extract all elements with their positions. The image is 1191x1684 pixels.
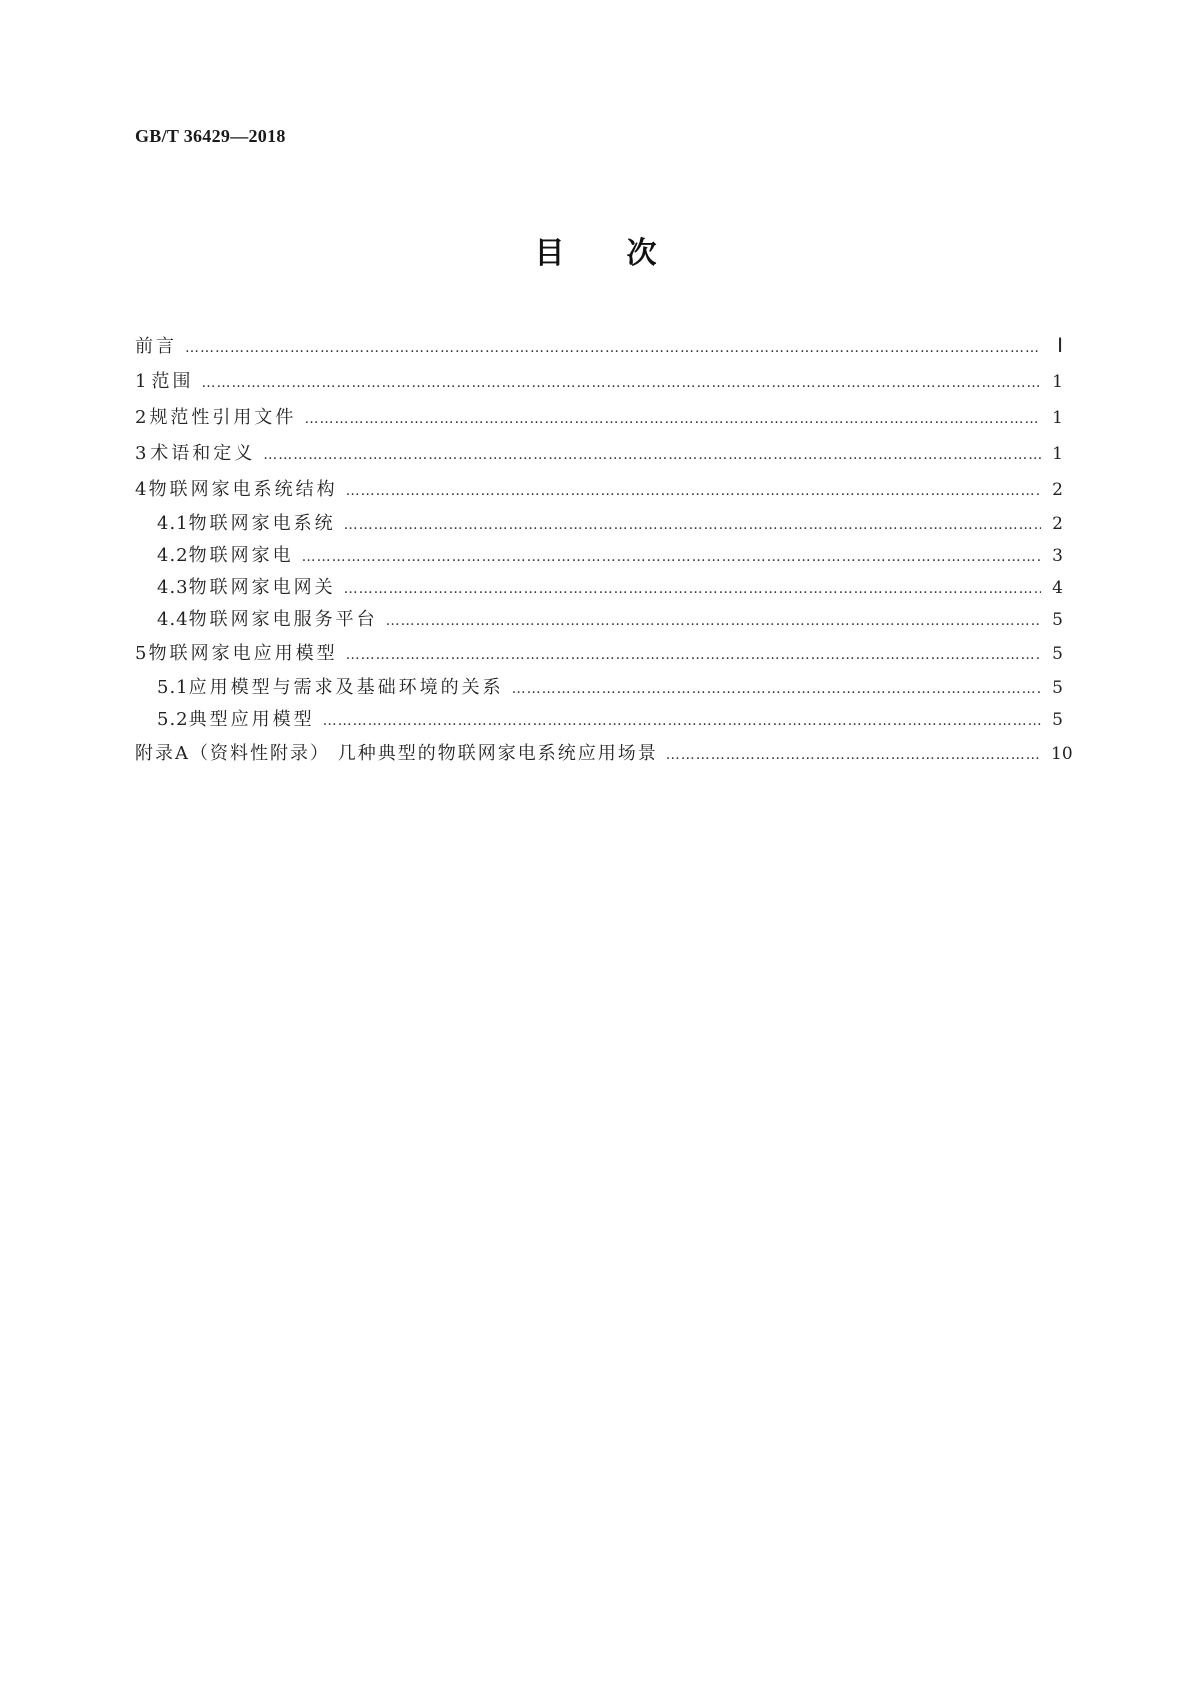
toc-entry-4-2[interactable] [135, 540, 1063, 572]
dot-leader [386, 605, 1041, 637]
toc-entry-page: 2 [1052, 514, 1063, 534]
toc-entry-appendix-a[interactable] [135, 736, 1073, 772]
dot-leader [346, 637, 1041, 673]
dot-leader [201, 365, 1041, 401]
toc-entry-page: 5 [1052, 678, 1063, 698]
toc-entry-5-2[interactable] [135, 704, 1063, 736]
toc-entry-number: 4.4 [157, 609, 189, 630]
toc-entry-3[interactable] [135, 436, 1063, 472]
toc-entry-4-4[interactable] [135, 604, 1063, 636]
dot-leader [263, 437, 1041, 473]
dot-leader [512, 673, 1041, 705]
toc-entry-page: 10 [1051, 744, 1073, 764]
toc-entry-4-3[interactable] [135, 572, 1063, 604]
toc-entry-number: 2 [135, 407, 148, 428]
toc-entry-label: 术语和定义 [150, 443, 256, 464]
toc-entry-label: 物联网家电网关 [188, 577, 336, 598]
toc-title: 目次 [534, 236, 719, 271]
toc-entry-page: 5 [1052, 710, 1063, 730]
toc-entry-page: 4 [1052, 578, 1063, 598]
dot-leader [302, 541, 1041, 573]
toc-entry-number: 5.1 [157, 677, 189, 698]
toc-entry-1[interactable] [135, 364, 1063, 400]
toc-entry-5-1[interactable] [135, 672, 1063, 704]
toc-entry-label: 物联网家电 [188, 545, 294, 566]
dot-leader [323, 705, 1041, 737]
toc-entry-number: 5 [135, 643, 148, 664]
toc-entry-label: 规范性引用文件 [149, 407, 297, 428]
toc-entry-4-1[interactable] [135, 508, 1063, 540]
toc-entry-label: 物联网家电应用模型 [148, 643, 338, 664]
toc-entry-label: 前言 [135, 336, 177, 357]
toc-entry-page: 2 [1052, 480, 1063, 500]
toc-entry-number: 5.2 [157, 709, 189, 730]
toc-entry-label: 应用模型与需求及基础环境的关系 [188, 677, 504, 698]
toc-entry-page: Ⅰ [1057, 335, 1063, 357]
toc-entry-page: 1 [1052, 444, 1063, 464]
toc-entry-5[interactable] [135, 636, 1063, 672]
toc-entry-number: 1 [135, 371, 148, 392]
toc-entry-page: 1 [1052, 372, 1063, 392]
toc-entry-4[interactable] [135, 472, 1063, 508]
toc-entry-number: 4.2 [157, 545, 189, 566]
toc-entry-page: 3 [1052, 546, 1063, 566]
dot-leader [344, 509, 1041, 541]
toc-entry-label: 物联网家电系统结构 [148, 479, 338, 500]
dot-leader [344, 573, 1041, 605]
dot-leader [666, 737, 1041, 773]
toc-entry-number: 4.3 [157, 577, 189, 598]
toc-entry-foreword[interactable] [135, 328, 1063, 364]
toc-entry-page: 5 [1052, 644, 1063, 664]
toc-entry-number: 4.1 [157, 513, 189, 534]
standard-code: GB/T 36429—2018 [135, 126, 286, 146]
dot-leader [304, 401, 1041, 437]
toc-entry-page: 5 [1052, 610, 1063, 630]
toc-entry-label: 附录A（资料性附录） 几种典型的物联网家电系统应用场景 [135, 743, 658, 764]
dot-leader [346, 473, 1041, 509]
toc-entry-label: 范围 [151, 371, 194, 392]
toc-entry-label: 物联网家电服务平台 [188, 609, 378, 630]
toc-entry-number: 4 [135, 479, 148, 500]
toc-entry-page: 1 [1052, 408, 1063, 428]
dot-leader [185, 330, 1041, 366]
toc-entry-label: 典型应用模型 [188, 709, 315, 730]
toc-entry-2[interactable] [135, 400, 1063, 436]
table-of-contents [135, 328, 1073, 772]
toc-entry-label: 物联网家电系统 [188, 513, 336, 534]
toc-entry-number: 3 [135, 443, 148, 464]
